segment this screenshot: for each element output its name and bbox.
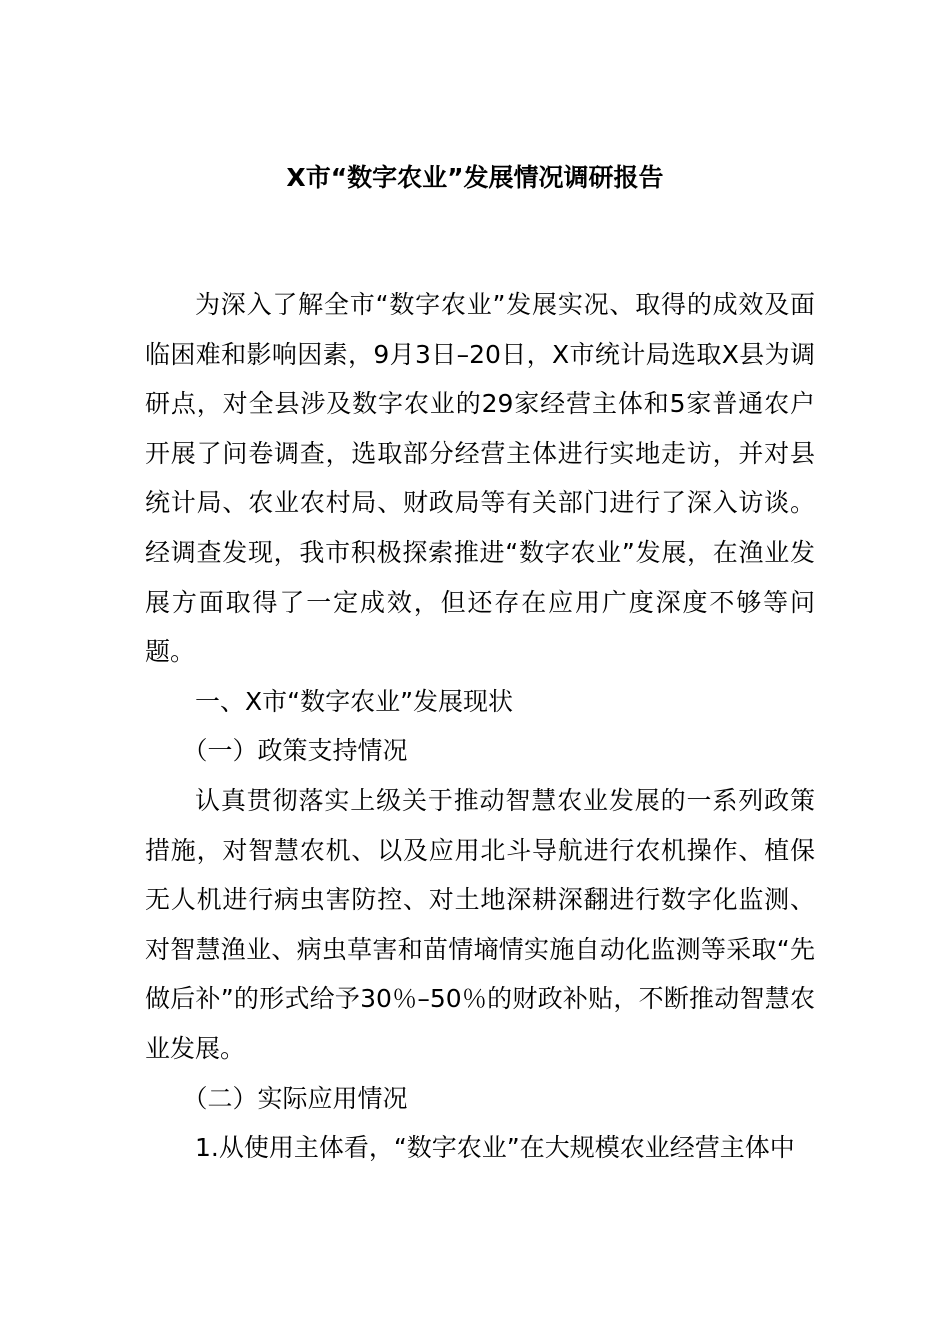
paragraph-policy: 认真贯彻落实上级关于推动智慧农业发展的一系列政策措施，对智慧农机、以及应用北斗导航进行农机操作、植保无人机进行病虫害防控、对土地深耕深翻进行数字化监测、对智慧渔业、病虫草害和苗情墒情实施自动化监测等采取“先做后补”的形式给予30％–50％的财政补贴，不断推动智慧农业发展。 — [145, 785, 815, 1063]
document-title: X市“数字农业”发展情况调研报告 — [286, 163, 664, 192]
section-heading-1: 一、X市“数字农业”发展现状 — [195, 686, 514, 716]
subsection-heading-application: （二）实际应用情况 — [182, 1083, 408, 1113]
paragraph-intro: 为深入了解全市“数字农业”发展实况、取得的成效及面临困难和影响因素，9月3日–20日，X市统计局选取X县为调研点，对全县涉及数字农业的29家经营主体和5家普通农户开展了问卷调查，选取部分经营主体进行实地走访，并对县统计局、农业农村局、财政局等有关部门进行了深入访谈。经调查发现，我市积极探索推进“数字农业”发展，在渔业发展方面取得了一定成效，但还存在应用广度深度不够等问题。 — [145, 290, 815, 667]
document-body — [145, 280, 815, 1173]
paragraph-item-1: 1.从使用主体看，“数字农业”在大规模农业经营主体中 — [195, 1133, 795, 1163]
subsection-heading-policy: （一）政策支持情况 — [182, 736, 408, 766]
